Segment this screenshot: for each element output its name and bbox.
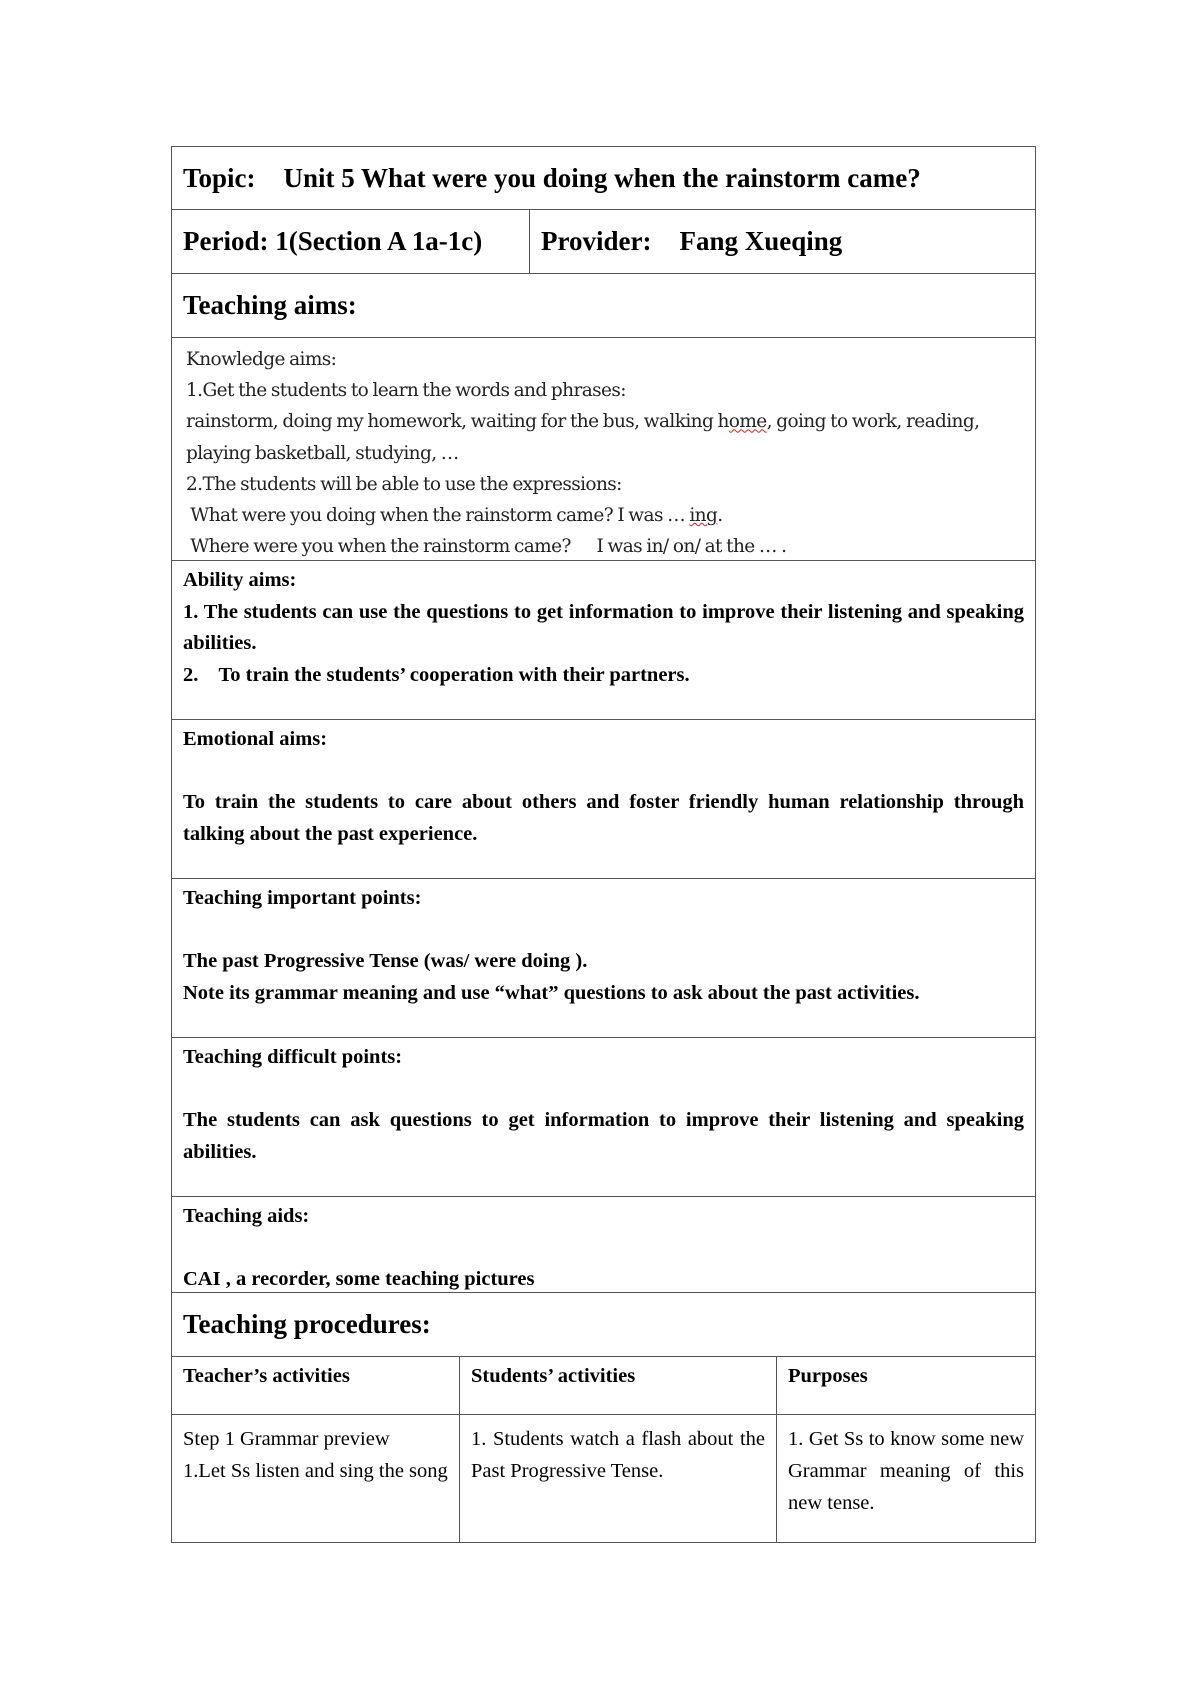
teaching-aids-text: CAI , a recorder, some teaching pictures [183, 1268, 535, 1291]
important-points-section [171, 879, 1036, 1038]
emotional-aims-text: To train the students to care about others and foster friendly human relationship through talking about the past experience. [183, 791, 1024, 845]
provider-label: Provider: [541, 226, 652, 256]
teaching-procedures-title: Teaching procedures: [183, 1309, 431, 1339]
spellcheck-mark: ome [728, 411, 767, 433]
lesson-plan-table [171, 146, 1036, 1543]
emotional-aims-title: Emotional aims: [183, 728, 328, 750]
teacher-step: Step 1 Grammar preview [183, 1428, 390, 1450]
teacher-activity-text: 1.Let Ss listen and sing the song [183, 1460, 448, 1482]
knowledge-line-1: 1.Get the students to learn the words and phrases: [186, 380, 626, 402]
procedures-header-row [171, 1357, 1036, 1415]
ability-item-2: 2. To train the students’ cooperation with their partners. [183, 663, 690, 686]
spellcheck-mark: ing [689, 505, 718, 527]
period-cell [172, 210, 530, 273]
teaching-aids-title: Teaching aids: [183, 1205, 310, 1227]
ability-aims-section [171, 561, 1036, 720]
emotional-aims-section [171, 720, 1036, 879]
teaching-aims-heading [171, 274, 1036, 338]
difficult-points-section [171, 1038, 1036, 1197]
knowledge-line-5-post: . [717, 505, 723, 527]
important-points-line-1: The past Progressive Tense (was/ were doing ). [183, 950, 588, 973]
period-label: Period: 1(Section A 1a-1c) [183, 226, 483, 256]
knowledge-line-5-pre: What were you doing when the rainstorm came? I was … [190, 505, 690, 527]
topic-label: Topic: [183, 162, 256, 193]
topic-row [171, 146, 1036, 210]
knowledge-line-3: playing basketball, studying, … [186, 442, 459, 464]
column-header-students: Students’ activities [460, 1357, 777, 1414]
topic-value: Unit 5 What were you doing when the rainstorm came? [283, 162, 921, 193]
table-row [171, 1415, 1036, 1543]
students-activity-cell: 1. Students watch a flash about the Past Progressive Tense. [460, 1415, 777, 1542]
knowledge-line-4: 2.The students will be able to use the expressions: [186, 473, 622, 495]
knowledge-line-5 [186, 500, 1023, 531]
column-header-purposes: Purposes [788, 1365, 868, 1387]
knowledge-line-6-text: Where were you when the rainstorm came? I was in/ on/ at the … . [190, 536, 787, 558]
provider-value: Fang Xueqing [679, 226, 843, 256]
column-header-teacher: Teacher’s activities [172, 1357, 460, 1414]
knowledge-line-2 [186, 406, 1023, 437]
teaching-procedures-heading [171, 1293, 1036, 1357]
provider-cell [530, 210, 1035, 273]
teaching-aims-title: Teaching aims: [183, 290, 357, 320]
ability-aims-title: Ability aims: [183, 569, 297, 591]
purpose-cell: 1. Get Ss to know some new Grammar meaning of this new tense. [788, 1428, 1024, 1514]
knowledge-aims-title: Knowledge aims: [186, 349, 337, 370]
knowledge-aims-section [171, 338, 1036, 561]
knowledge-line-2-post: , going to work, reading, [766, 411, 980, 433]
teaching-aids-section [171, 1197, 1036, 1293]
knowledge-line-6 [186, 531, 1023, 562]
knowledge-line-2-pre: rainstorm, doing my homework, waiting for the bus, walking h [186, 411, 729, 433]
difficult-points-title: Teaching difficult points: [183, 1046, 403, 1068]
period-provider-row [171, 210, 1036, 274]
difficult-points-text: The students can ask questions to get information to improve their listening and speaking abilities. [183, 1109, 1024, 1163]
teacher-activity-cell [172, 1415, 460, 1542]
important-points-title: Teaching important points: [183, 887, 422, 909]
important-points-line-2: Note its grammar meaning and use “what” questions to ask about the past activities. [183, 981, 920, 1004]
ability-item-1: 1. The students can use the questions to get information to improve their listening and speaking abilities. [183, 600, 1024, 655]
